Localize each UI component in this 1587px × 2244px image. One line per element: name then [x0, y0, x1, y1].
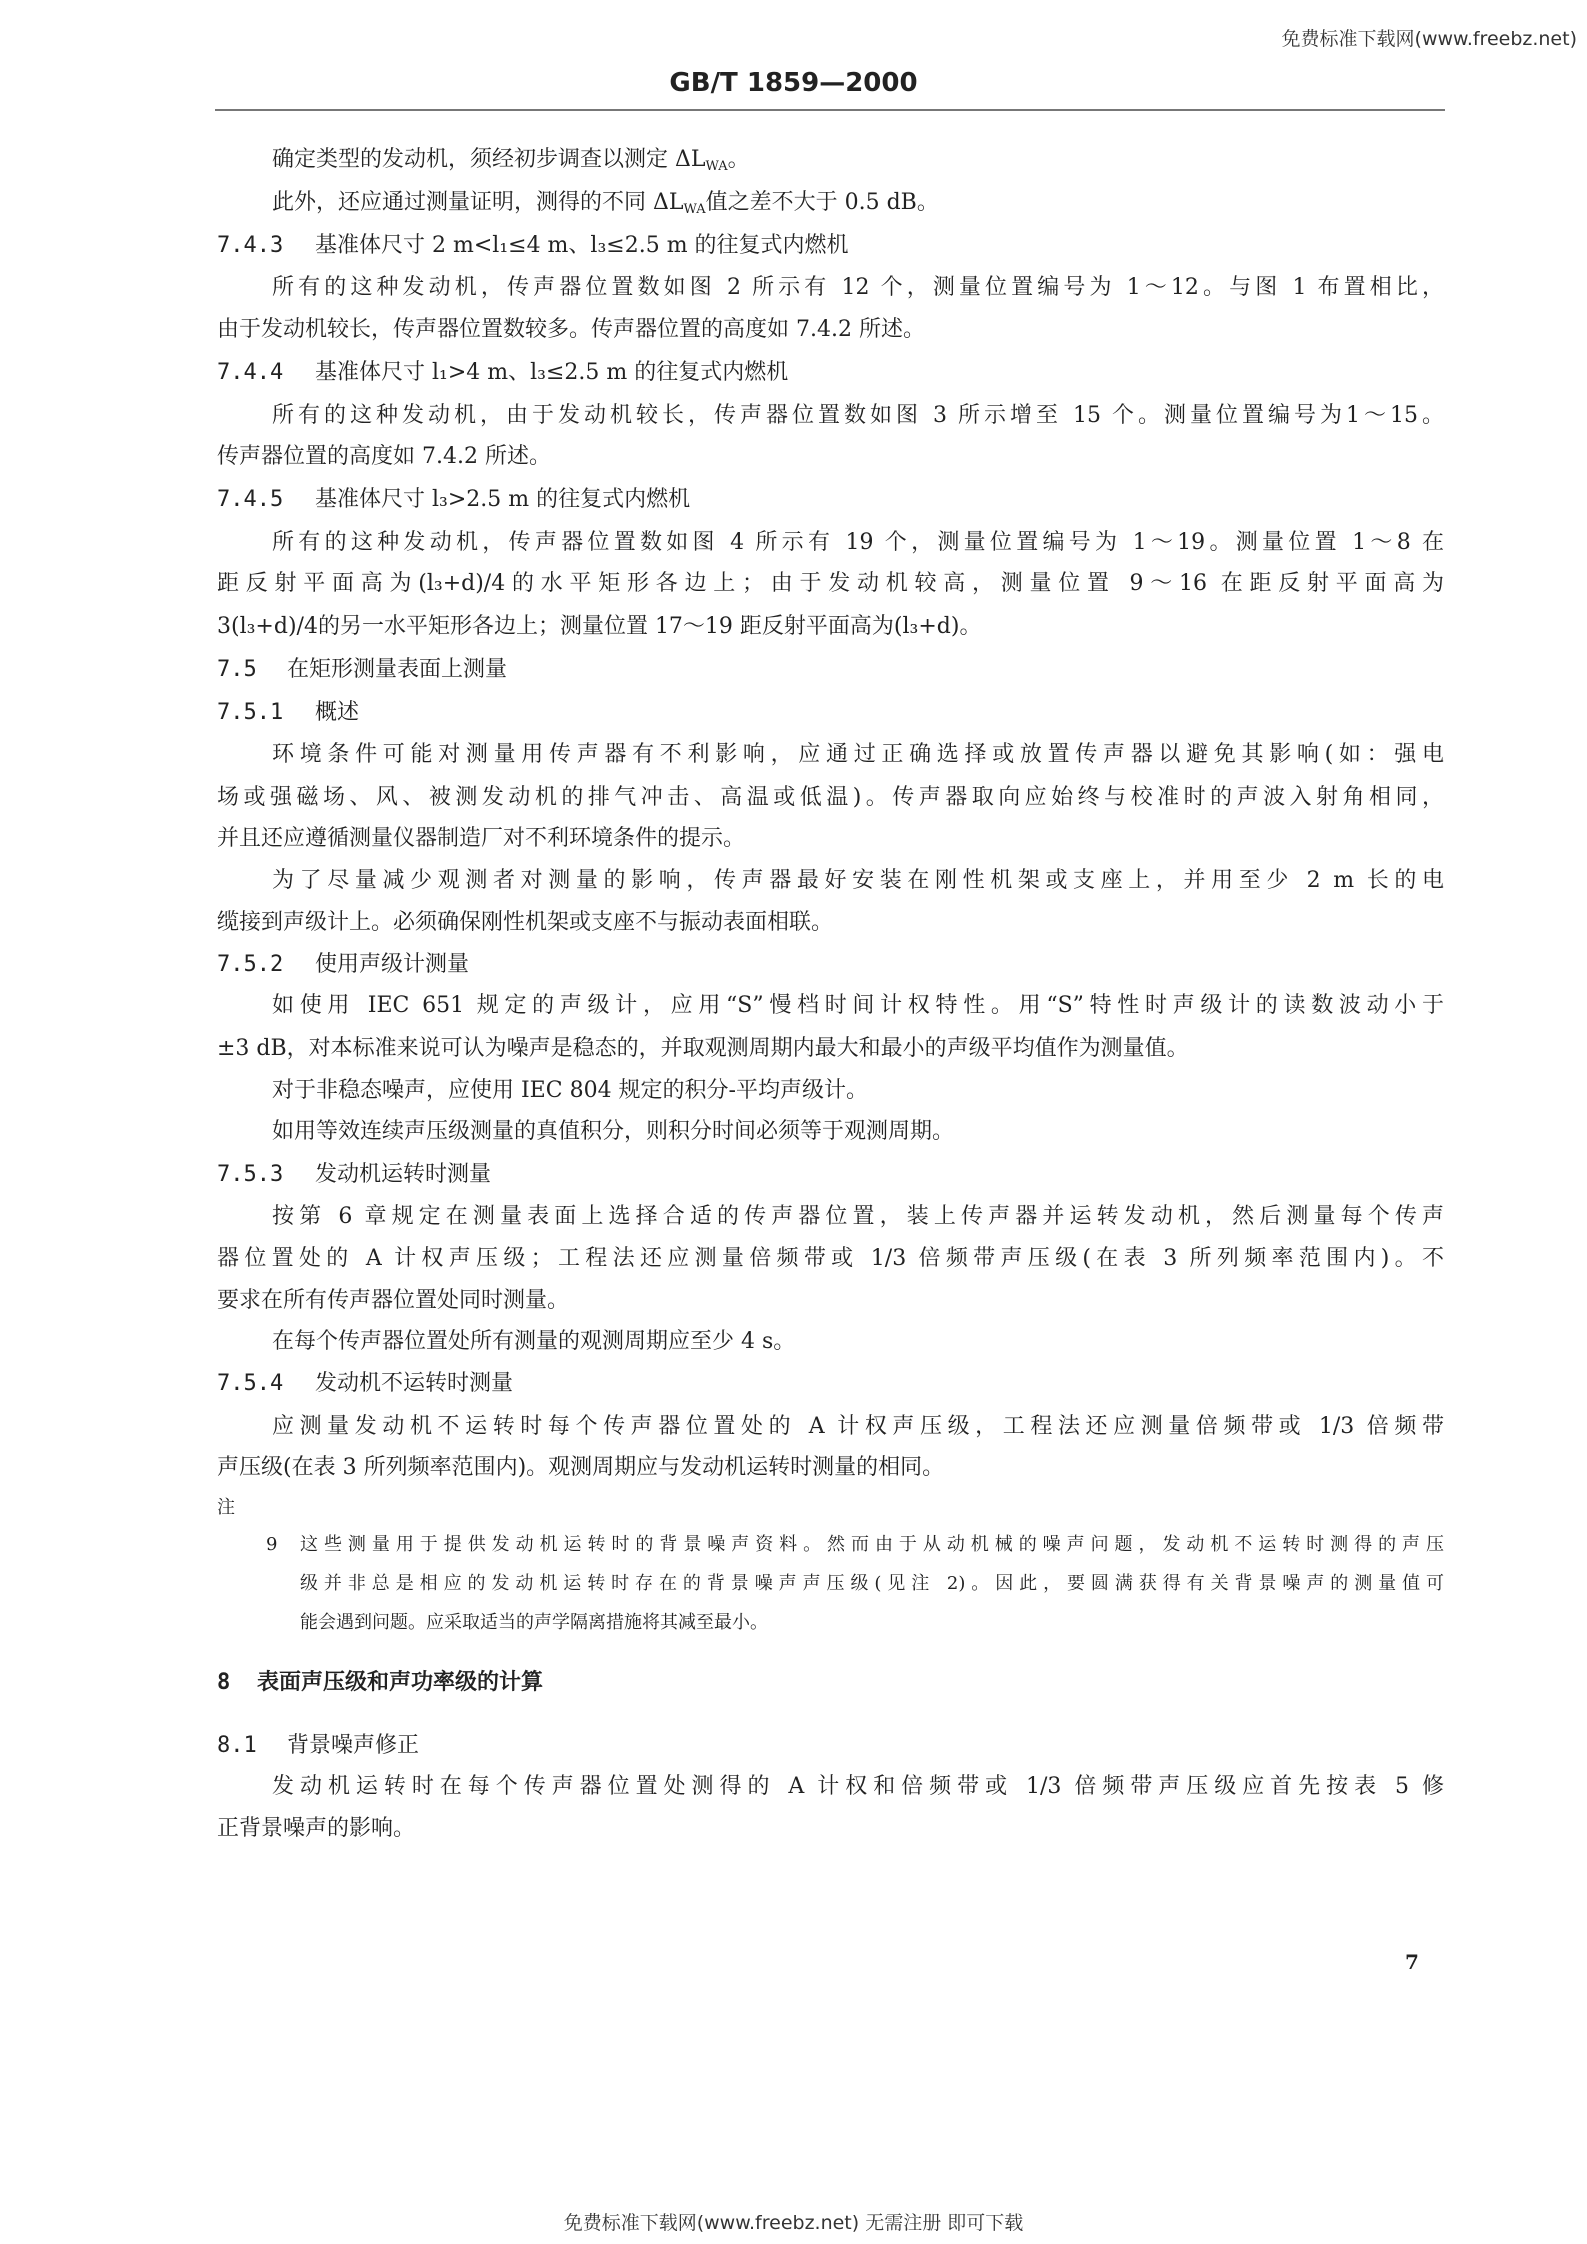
heading-7-5-2	[217, 951, 1444, 979]
paragraph-line: 所有的这种发动机，由于发动机较长，传声器位置数如图 3 所示增至 15 个。测量位置编号为1～15。	[272, 403, 1444, 428]
note-label: 注	[217, 1497, 235, 1518]
note-line: 这些测量用于提供发动机运转时的背景噪声资料。然而由于从动机械的噪声问题，发动机不运转时测得的声压	[300, 1534, 1444, 1555]
paragraph-line: 如使用 IEC 651 规定的声级计，应用“S”慢档时间计权特性。用“S”特性时声级计的读数波动小于	[272, 993, 1444, 1018]
section-number: 7.5.2	[217, 952, 284, 977]
heading-7-4-5	[217, 486, 1444, 514]
paragraph-line: 正背景噪声的影响。	[217, 1816, 416, 1841]
section-title: 概述	[315, 700, 360, 725]
paragraph-line: 按第 6 章规定在测量表面上选择合适的传声器位置，装上传声器并运转发动机，然后测量每个传声	[272, 1204, 1444, 1229]
paragraph-line: 应测量发动机不运转时每个传声器位置处的 A 计权声压级，工程法还应测量倍频带或 1/3 倍频带	[272, 1414, 1444, 1439]
section-title: 发动机运转时测量	[315, 1162, 492, 1187]
text: 值之差不大于 0.5 dB。	[705, 190, 939, 215]
paragraph-line: 环境条件可能对测量用传声器有不利影响，应通过正确选择或放置传声器以避免其影响(如：强电	[272, 742, 1444, 767]
section-number: 7.5.1	[217, 700, 284, 725]
section-title: 在矩形测量表面上测量	[287, 657, 508, 682]
paragraph-line: 声压级(在表 3 所列频率范围内)。观测周期应与发动机运转时测量的相同。	[217, 1455, 945, 1480]
text: 此外，还应通过测量证明，测得的不同 ΔL	[272, 190, 684, 215]
paragraph-line: 所有的这种发动机，传声器位置数如图 4 所示有 19 个，测量位置编号为 1～19。测量位置 1～8 在	[272, 530, 1444, 555]
heading-7-4-4	[217, 359, 1444, 387]
heading-7-5-4	[217, 1370, 1444, 1398]
watermark-top: 免费标准下载网(www.freebz.net)	[1281, 28, 1577, 50]
paragraph-line: 对于非稳态噪声，应使用 IEC 804 规定的积分-平均声级计。	[272, 1078, 868, 1103]
standard-number-header: GB/T 1859—2000	[669, 68, 918, 98]
section-number: 7.5.3	[217, 1162, 284, 1187]
heading-7-5-3	[217, 1161, 1444, 1189]
header-rule	[215, 109, 1445, 111]
page-number: 7	[1405, 1950, 1419, 1974]
section-number: 7.5	[217, 657, 257, 682]
heading-8	[217, 1669, 1444, 1697]
paragraph-line: 距反射平面高为(l₃+d)/4的水平矩形各边上；由于发动机较高，测量位置 9～16 在距反射平面高为	[217, 571, 1444, 596]
paragraph-line: 如用等效连续声压级测量的真值积分，则积分时间必须等于观测周期。	[272, 1119, 955, 1144]
text: 确定类型的发动机，须经初步调查以测定 ΔL	[272, 147, 706, 172]
paragraph-line: 3(l₃+d)/4的另一水平矩形各边上；测量位置 17～19 距反射平面高为(l₃+d)。	[217, 614, 982, 639]
subscript: WA	[705, 159, 728, 174]
section-title: 使用声级计测量	[315, 952, 470, 977]
section-title: 基准体尺寸 l₃>2.5 m 的往复式内燃机	[315, 487, 691, 512]
section-title: 表面声压级和声功率级的计算	[257, 1670, 544, 1695]
subscript: WA	[683, 202, 706, 217]
watermark-bottom: 免费标准下载网(www.freebz.net) 无需注册 即可下载	[563, 2212, 1024, 2234]
section-title: 发动机不运转时测量	[315, 1371, 514, 1396]
paragraph-line: 并且还应遵循测量仪器制造厂对不利环境条件的提示。	[217, 826, 746, 851]
paragraph-line: 在每个传声器位置处所有测量的观测周期应至少 4 s。	[272, 1329, 796, 1354]
section-number: 8	[217, 1670, 231, 1695]
paragraph-line: 为了尽量减少观测者对测量的影响，传声器最好安装在刚性机架或支座上，并用至少 2 m 长的电	[272, 868, 1444, 893]
paragraph-line: ±3 dB，对本标准来说可认为噪声是稳态的，并取观测周期内最大和最小的声级平均值作为测量值。	[217, 1036, 1189, 1061]
section-number: 8.1	[217, 1733, 257, 1758]
paragraph-line: 发动机运转时在每个传声器位置处测得的 A 计权和倍频带或 1/3 倍频带声压级应首先按表 5 修	[272, 1774, 1444, 1799]
paragraph-line: 由于发动机较长，传声器位置数较多。传声器位置的高度如 7.4.2 所述。	[217, 317, 925, 342]
paragraph-line: 所有的这种发动机，传声器位置数如图 2 所示有 12 个，测量位置编号为 1～12。与图 1 布置相比，	[272, 275, 1444, 300]
text: 。	[727, 147, 750, 172]
heading-7-4-3	[217, 232, 1444, 260]
paragraph-line: 传声器位置的高度如 7.4.2 所述。	[217, 444, 551, 469]
note-line: 能会遇到问题。应采取适当的声学隔离措施将其减至最小。	[300, 1612, 768, 1633]
paragraph-line: 场或强磁场、风、被测发动机的排气冲击、高温或低温)。传声器取向应始终与校准时的声波入射角相同，	[217, 785, 1444, 810]
section-number: 7.4.5	[217, 487, 284, 512]
heading-7-5	[217, 656, 1444, 684]
paragraph-line: 要求在所有传声器位置处同时测量。	[217, 1288, 570, 1313]
section-number: 7.4.4	[217, 360, 284, 385]
note-number: 9	[266, 1534, 278, 1555]
section-title: 基准体尺寸 2 m<l₁≤4 m、l₃≤2.5 m 的往复式内燃机	[315, 233, 849, 258]
note-line: 级并非总是相应的发动机运转时存在的背景噪声声压级(见注 2)。因此，要圆满获得有关背景噪声的测量值可	[300, 1573, 1444, 1594]
paragraph-line: 缆接到声级计上。必须确保刚性机架或支座不与振动表面相联。	[217, 910, 834, 935]
section-number: 7.5.4	[217, 1371, 284, 1396]
paragraph-line: 器位置处的 A 计权声压级；工程法还应测量倍频带或 1/3 倍频带声压级(在表 3 所列频率范围内)。不	[217, 1246, 1444, 1271]
paragraph-line	[272, 189, 1444, 224]
paragraph-line	[272, 146, 1444, 181]
heading-8-1	[217, 1732, 1444, 1760]
heading-7-5-1	[217, 699, 1444, 727]
section-number: 7.4.3	[217, 233, 284, 258]
section-title: 基准体尺寸 l₁>4 m、l₃≤2.5 m 的往复式内燃机	[315, 360, 789, 385]
section-title: 背景噪声修正	[287, 1733, 420, 1758]
